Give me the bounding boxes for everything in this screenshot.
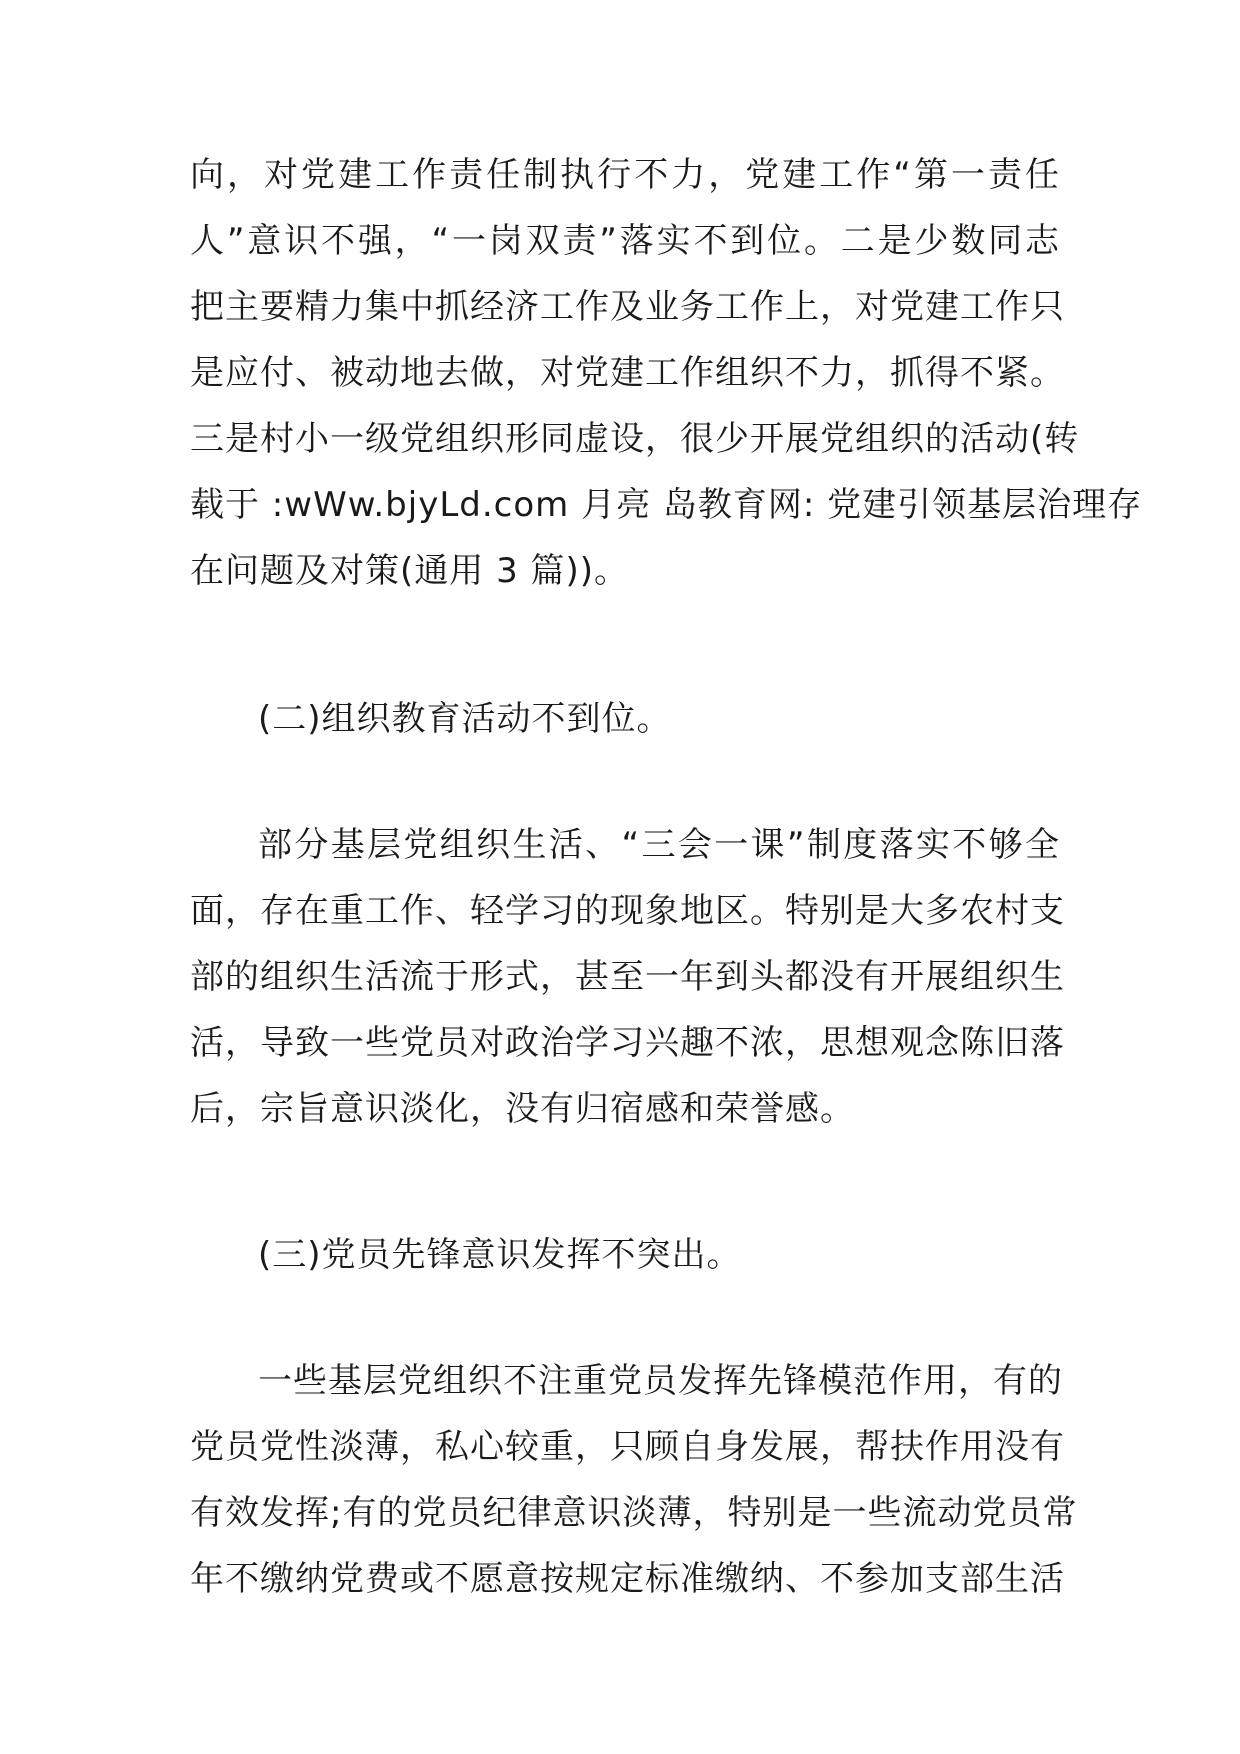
text-line: 向，对党建工作责任制执行不力，党建工作“第一责任 [190, 155, 1060, 195]
paragraph-organization-education [190, 812, 1065, 1142]
text-line: 把主要精力集中抓经济工作及业务工作上，对党建工作只 [190, 287, 1065, 327]
text-line: 后，宗旨意识淡化，没有归宿感和荣誉感。 [190, 1089, 855, 1129]
text-line: 三是村小一级党组织形同虚设，很少开展党组织的活动(转 [190, 419, 1080, 459]
paragraph-party-responsibility [190, 142, 1143, 604]
text-line: 是应付、被动地去做，对党建工作组织不力，抓得不紧。 [190, 353, 1065, 393]
text-line: 载于 :wWw.bjyLd.com 月亮 岛教育网: 党建引领基层治理存 [190, 485, 1143, 525]
text-line: 一些基层党组织不注重党员发挥先锋模范作用，有的 [258, 1361, 1063, 1401]
text-line: 部分基层党组织生活、“三会一课”制度落实不够全 [258, 825, 1060, 865]
text-line: 党员党性淡薄，私心较重，只顾自身发展，帮扶作用没有 [190, 1427, 1065, 1467]
text-line: 年不缴纳党费或不愿意按规定标准缴纳、不参加支部生活 [190, 1559, 1065, 1599]
text-line: 部的组织生活流于形式，甚至一年到头都没有开展组织生 [190, 957, 1065, 997]
text-line: 面，存在重工作、轻学习的现象地区。特别是大多农村支 [190, 891, 1065, 931]
section-heading-two [190, 686, 1060, 752]
heading-text: (三)党员先锋意识发挥不突出。 [258, 1235, 742, 1275]
text-line: 活，导致一些党员对政治学习兴趣不浓，思想观念陈旧落 [190, 1023, 1065, 1063]
heading-text: (二)组织教育活动不到位。 [258, 699, 672, 739]
text-line: 有效发挥;有的党员纪律意识淡薄，特别是一些流动党员常 [190, 1493, 1078, 1533]
section-heading-three [190, 1222, 1060, 1288]
text-line: 人”意识不强，“一岗双责”落实不到位。二是少数同志 [190, 221, 1060, 261]
paragraph-vanguard-role [190, 1348, 1078, 1612]
text-line: 在问题及对策(通用 3 篇))。 [190, 551, 630, 591]
